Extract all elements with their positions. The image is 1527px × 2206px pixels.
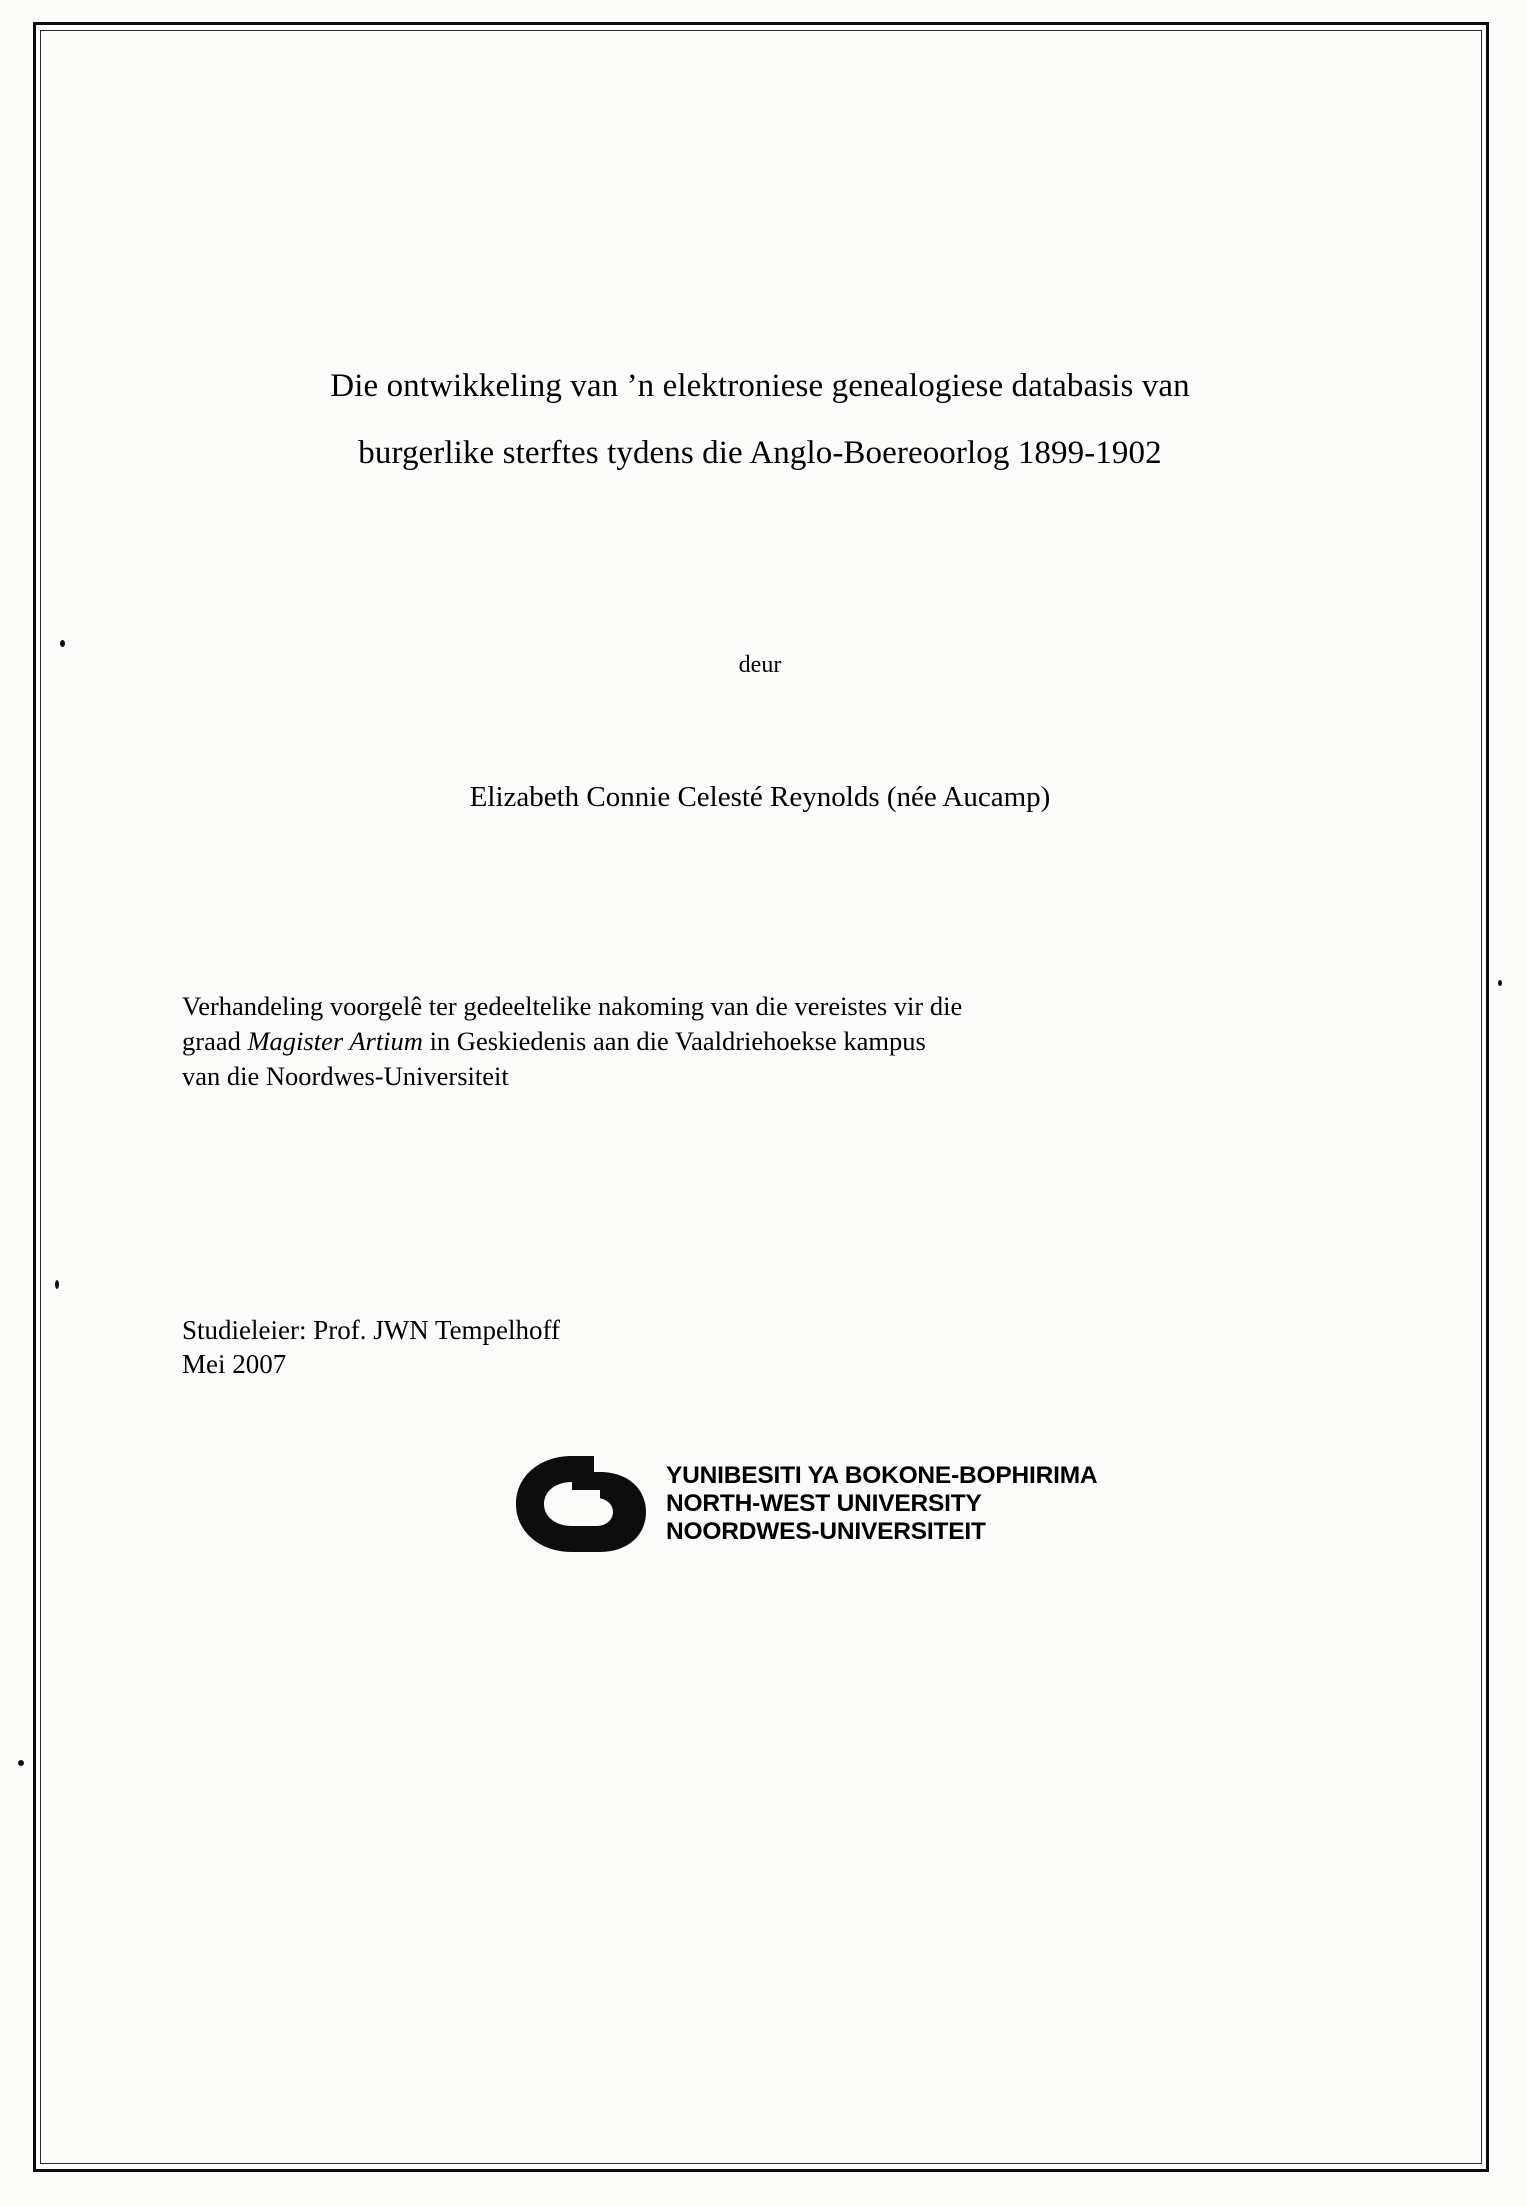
logo-text-line-3: NOORDWES-UNIVERSITEIT [666,1517,986,1545]
logo-text-line-1: YUNIBESITI YA BOKONE-BOPHIRIMA [666,1461,1098,1489]
degree-statement-line-2 [182,1024,1200,1059]
supervisor-block [182,1313,1340,1382]
scan-speck [60,640,65,647]
supervisor-line: Studieleier: Prof. JWN Tempelhoff [182,1314,561,1345]
degree-statement-line-2-suffix: in Geskiedenis aan die Vaaldriehoekse kampus [422,1026,926,1057]
scan-speck [1498,980,1502,986]
title-page-content [180,100,1340,2100]
date-line: Mei 2007 [182,1349,287,1380]
scan-speck [18,1760,24,1766]
scan-speck [55,1280,59,1289]
north-west-university-logo-icon [510,1450,658,1558]
author-name: Elizabeth Connie Celesté Reynolds (née Aucamp) [469,781,1051,813]
page-title [180,370,1340,470]
by-label: deur [738,652,782,678]
degree-statement-line-3: van die Noordwes-Universiteit [182,1061,509,1092]
title-line-1: Die ontwikkeling van ’n elektroniese genealogiese databasis van [330,368,1190,404]
degree-name: Magister Artium [247,1026,423,1057]
title-line-2: burgerlike sterftes tydens die Anglo-Boereoorlog 1899-1902 [358,435,1162,471]
university-logo-text [666,1462,1097,1546]
university-logo [510,1450,1340,1558]
degree-statement-line-2-prefix: graad [182,1026,248,1057]
degree-statement-line-1: Verhandeling voorgelê ter gedeeltelike nakoming van die vereistes vir die [182,991,963,1021]
degree-statement [182,989,1200,1095]
logo-text-line-2: NORTH-WEST UNIVERSITY [666,1489,982,1517]
